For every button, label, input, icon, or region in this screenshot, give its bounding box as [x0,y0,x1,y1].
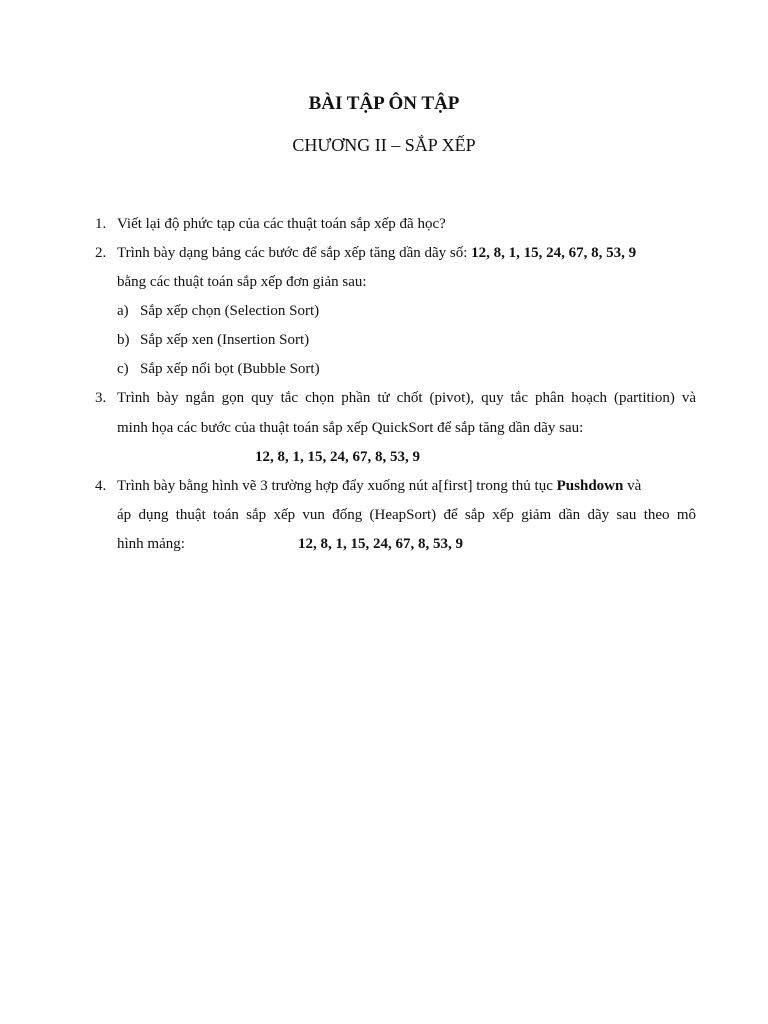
item-2-number: 2. [95,245,107,261]
item-4-line1-text: Trình bày bằng hình vẽ 3 trường hợp đẩy xuống nút a[first] trong thủ tục [117,478,557,494]
item-2a-text: Sắp xếp chọn (Selection Sort) [140,303,320,319]
item-4-sequence: 12, 8, 1, 15, 24, 67, 8, 53, 9 [298,536,463,552]
item-3-line2: minh họa các bước của thuật toán sắp xếp QuickSort để sắp tăng dần dãy sau: [117,420,584,436]
item-2-line1 [117,243,636,263]
item-3-sequence: 12, 8, 1, 15, 24, 67, 8, 53, 9 [255,449,420,465]
document-title: BÀI TẬP ÔN TẬP [308,93,460,114]
item-4-line1-end: và [623,478,642,494]
item-3-line1: Trình bày ngắn gọn quy tắc chọn phần tử chốt (pivot), quy tắc phân hoạch (partition) và [117,390,696,406]
item-4-pushdown: Pushdown [556,478,624,494]
item-1-number: 1. [95,216,107,232]
item-1-text: Viết lại độ phức tạp của các thuật toán sắp xếp đã học? [117,216,446,232]
item-4-line3: hình mảng: [117,536,185,552]
item-4-line2: áp dụng thuật toán sắp xếp vun đống (HeapSort) để sắp xếp giảm dần dãy sau theo mô [117,507,696,523]
document-subtitle: CHƯƠNG II – SẮP XẾP [292,135,476,155]
item-2b-label: b) [117,332,130,348]
item-2b-text: Sắp xếp xen (Insertion Sort) [140,332,310,348]
item-2-continuation: bằng các thuật toán sắp xếp đơn giản sau: [117,274,367,290]
item-4-number: 4. [95,478,107,494]
item-3-number: 3. [95,390,107,406]
item-2c-text: Sắp xếp nổi bọt (Bubble Sort) [140,361,320,377]
item-2a-label: a) [117,303,129,319]
item-2c-label: c) [117,361,129,377]
item-2-text: Trình bày dạng bảng các bước để sắp xếp tăng dần dãy số: [117,245,472,261]
item-4-line1 [117,476,641,496]
item-2-sequence: 12, 8, 1, 15, 24, 67, 8, 53, 9 [471,245,637,261]
